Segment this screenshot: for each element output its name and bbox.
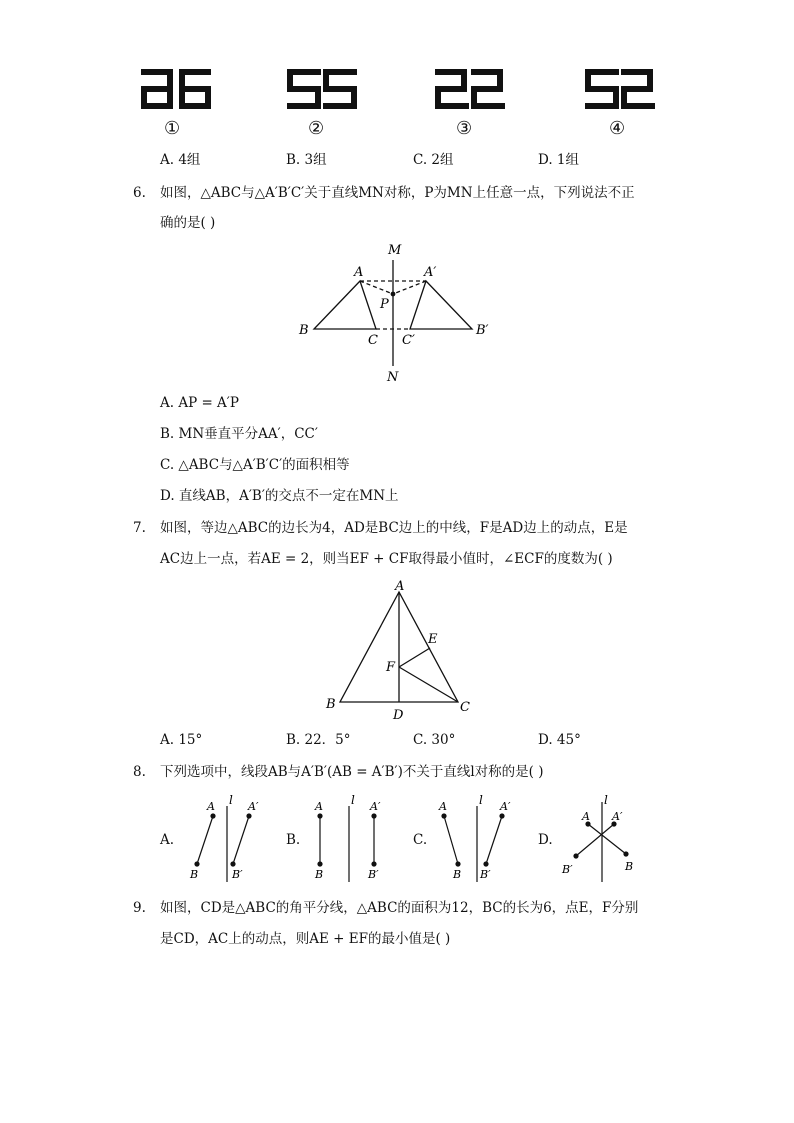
q6-stem-line1: 如图，△ABC与△A′B′C′关于直线MN对称，P为MN上任意一点，下列说法不正 (160, 185, 635, 201)
q6-triangle-abc (314, 281, 376, 329)
q8-d-label-b: B (625, 860, 634, 873)
q7-stem-line2: AC边上一点，若AE = 2，则当EF + CF取得最小值时，∠ECF的度数为( ) (160, 551, 613, 567)
q8-figure-a[interactable] (184, 794, 268, 886)
q6-label-a2: A′ (424, 265, 437, 280)
q6-figure (290, 238, 500, 386)
q8-figure-d[interactable] (560, 794, 644, 886)
q8-c-label-a: A (439, 800, 447, 813)
q9-number: 9. (133, 900, 146, 916)
q8-b-label-l: l (351, 794, 355, 807)
q8-stem: 下列选项中，线段AB与A′B′(AB = A′B′)不关于直线l对称的是( ) (160, 764, 544, 780)
q8-b-label-b: B (315, 868, 324, 881)
q8-d-label-a2: A′ (612, 810, 623, 823)
q6-figure-svg (290, 238, 500, 386)
q5-mark-4: ④ (609, 118, 626, 139)
q5-digit-svg (130, 62, 670, 142)
q8-option-c-letter[interactable]: C. (413, 832, 428, 848)
q6-label-c: C (368, 333, 378, 348)
q8-a-label-a: A (207, 800, 215, 813)
q6-label-a: A (354, 265, 364, 280)
q6-dashed-a2p (393, 281, 426, 294)
q8-c-label-b: B (453, 868, 462, 881)
q6-option-b[interactable]: B. MN垂直平分AA′，CC′ (160, 426, 318, 442)
q5-digit-figure (130, 62, 670, 142)
q8-c-label-b2: B′ (480, 868, 491, 881)
q8-b-label-a2: A′ (370, 800, 381, 813)
q7-segment-fe (399, 648, 430, 667)
q8-c-label-a2: A′ (500, 800, 511, 813)
q6-stem-line2: 确的是( ) (160, 215, 216, 231)
q6-option-d[interactable]: D. 直线AB，A′B′的交点不一定在MN上 (160, 488, 399, 504)
q8-number: 8. (133, 764, 146, 780)
q6-label-m: M (388, 243, 402, 258)
q7-option-a[interactable]: A. 15° (160, 732, 203, 748)
q5-option-a[interactable]: A. 4组 (160, 152, 201, 168)
q7-label-f: F (386, 660, 396, 675)
q6-label-b: B (299, 323, 309, 338)
q6-option-a[interactable]: A. AP = A′P (160, 395, 239, 411)
q7-stem-line1: 如图，等边△ABC的边长为4，AD是BC边上的中线，F是AD边上的动点，E是 (160, 520, 628, 536)
q5-option-d[interactable]: D. 1组 (538, 152, 580, 168)
q8-figure-a-svg (184, 794, 268, 886)
q7-label-d: D (393, 708, 404, 723)
q8-figure-c-svg (434, 794, 518, 886)
q8-b-label-a: A (315, 800, 323, 813)
q8-a-label-b2: B′ (232, 868, 243, 881)
q6-label-c2: C′ (402, 333, 415, 348)
q5-option-b[interactable]: B. 3组 (286, 152, 327, 168)
q9-stem-line2: 是CD，AC上的动点，则AE + EF的最小值是( ) (160, 931, 451, 947)
q8-option-b-letter[interactable]: B. (286, 832, 301, 848)
q6-label-b2: B′ (476, 323, 489, 338)
q8-b-label-b2: B′ (368, 868, 379, 881)
q8-figure-d-svg (560, 794, 644, 886)
q7-number: 7. (133, 520, 146, 536)
q6-label-n: N (387, 370, 399, 385)
q8-option-a-letter[interactable]: A. (160, 832, 175, 848)
q8-a-label-l: l (229, 794, 233, 807)
q8-d-label-b2: B′ (562, 863, 573, 876)
q5-mark-3: ③ (456, 118, 473, 139)
q6-label-p: P (380, 297, 389, 312)
q5-mark-2: ② (308, 118, 325, 139)
q8-option-d-letter[interactable]: D. (538, 832, 553, 848)
q7-figure-svg (320, 580, 480, 725)
q7-option-b[interactable]: B. 22．5° (286, 732, 351, 748)
q8-d-label-l: l (604, 794, 608, 807)
q9-stem-line1: 如图，CD是△ABC的角平分线，△ABC的面积为12，BC的长为6，点E，F分别 (160, 900, 639, 916)
q6-dashed-ap (360, 281, 393, 294)
q8-a-label-b: B (190, 868, 199, 881)
q7-option-c[interactable]: C. 30° (413, 732, 456, 748)
q8-c-label-l: l (479, 794, 483, 807)
q8-d-label-a: A (582, 810, 590, 823)
q7-option-d[interactable]: D. 45° (538, 732, 581, 748)
q8-figure-b[interactable] (306, 794, 390, 886)
q8-figure-c[interactable] (434, 794, 518, 886)
q7-label-b: B (326, 697, 336, 712)
q6-option-c[interactable]: C. △ABC与△A′B′C′的面积相等 (160, 457, 350, 473)
q7-label-e: E (428, 632, 438, 647)
q7-label-a: A (395, 580, 405, 594)
q6-point-p (391, 292, 396, 297)
q6-number: 6. (133, 185, 146, 201)
q7-label-c: C (460, 700, 470, 715)
q5-mark-1: ① (164, 118, 181, 139)
q8-figure-b-svg (306, 794, 390, 886)
q8-a-label-a2: A′ (248, 800, 259, 813)
q5-option-c[interactable]: C. 2组 (413, 152, 454, 168)
q6-triangle-a2b2c2 (410, 281, 472, 329)
q7-figure (320, 580, 480, 725)
